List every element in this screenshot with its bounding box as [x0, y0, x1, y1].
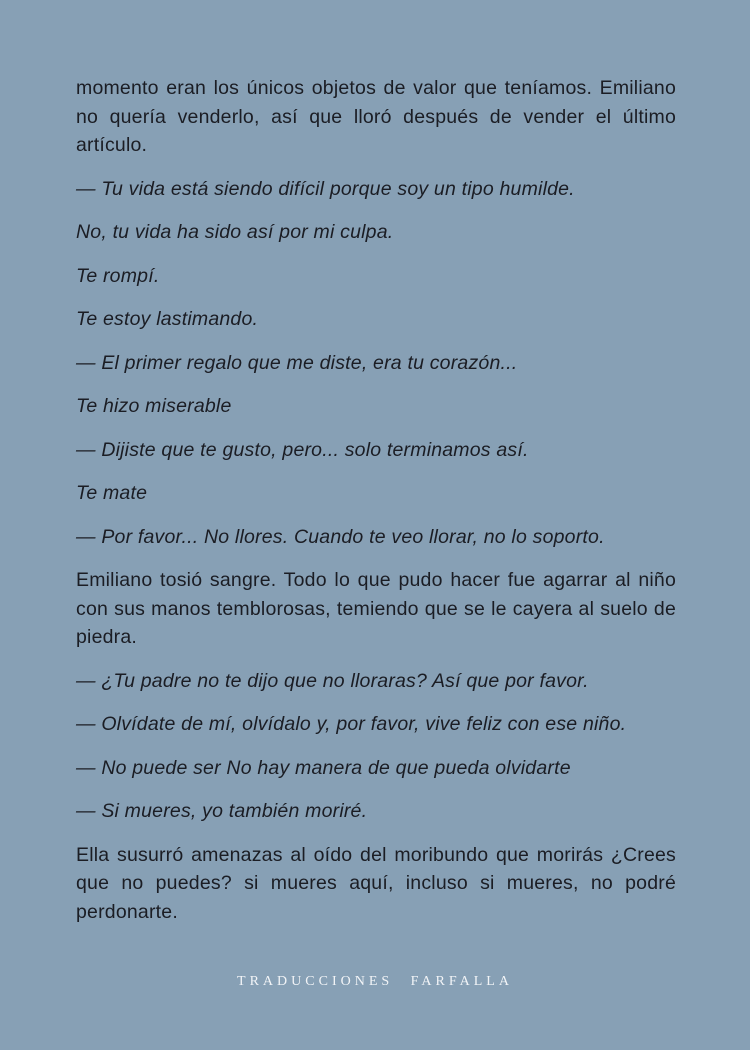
page-footer-credit: TRADUCCIONES FARFALLA [237, 974, 513, 989]
narrative-paragraph: Emiliano tosió sangre. Todo lo que pudo hacer fue agarrar al niño con sus manos temblorosas, temiendo que se le cayera al suelo de piedra. [76, 569, 676, 648]
dialogue-paragraph: — Por favor... No llores. Cuando te veo llorar, no lo soporto. [76, 525, 605, 548]
dialogue-paragraph: Te estoy lastimando. [76, 308, 259, 330]
dialogue-paragraph: — Tu vida está siendo difícil porque soy un tipo humilde. [76, 177, 575, 200]
dialogue-paragraph: No, tu vida ha sido así por mi culpa. [76, 221, 394, 243]
dialogue-paragraph: Te mate [76, 482, 148, 504]
dialogue-paragraph: Te hizo miserable [76, 395, 232, 417]
dialogue-paragraph: — Si mueres, yo también moriré. [76, 800, 368, 822]
dialogue-paragraph: — Dijiste que te gusto, pero... solo terminamos así. [76, 438, 529, 461]
dialogue-paragraph: Te rompí. [76, 264, 160, 287]
page-text [76, 74, 676, 941]
narrative-paragraph: momento eran los únicos objetos de valor que teníamos. Emiliano no quería venderlo, así que lloró después de vender el último artículo. [76, 77, 676, 156]
narrative-paragraph: Ella susurró amenazas al oído del moribundo que morirás ¿Crees que no puedes? si mueres aquí, incluso si mueres, no podré perdonarte. [76, 843, 676, 923]
dialogue-paragraph: — No puede ser No hay manera de que pueda olvidarte [76, 756, 571, 779]
dialogue-paragraph: — ¿Tu padre no te dijo que no lloraras? Así que por favor. [76, 669, 589, 692]
dialogue-paragraph: — Olvídate de mí, olvídalo y, por favor, vive feliz con ese niño. [76, 713, 627, 735]
dialogue-paragraph: — El primer regalo que me diste, era tu corazón... [76, 351, 518, 374]
